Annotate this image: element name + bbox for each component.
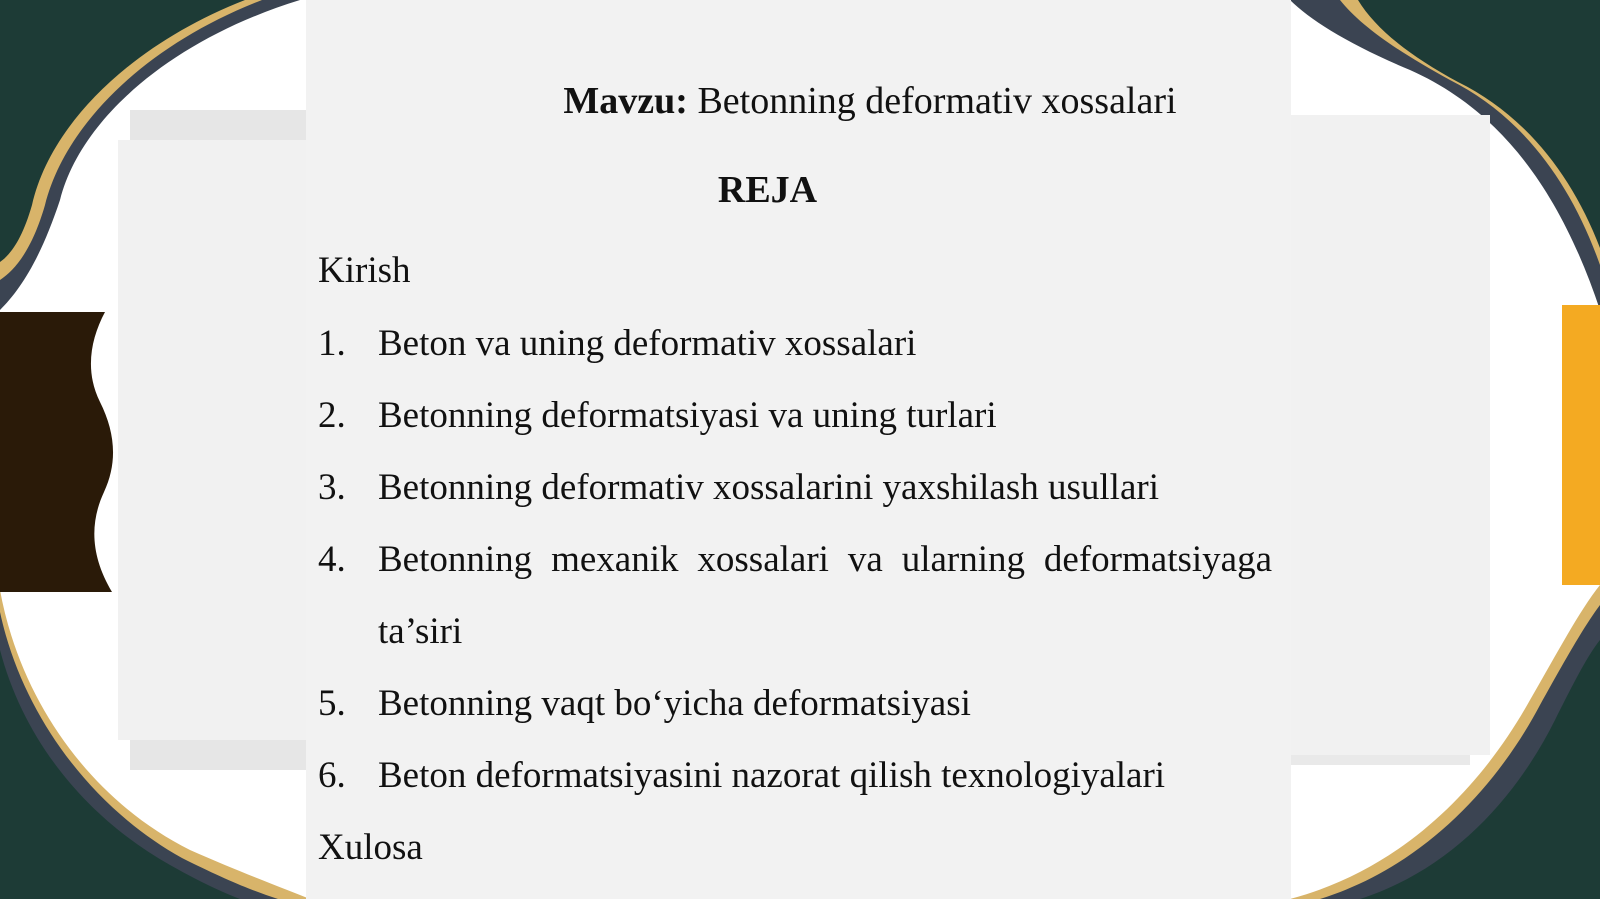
panel-main-right bbox=[1285, 115, 1490, 755]
title-label: Mavzu: bbox=[563, 80, 688, 122]
plan-heading: REJA bbox=[717, 169, 818, 211]
plan-item-text: Betonning deformativ xossalarini yaxshilash usullari bbox=[378, 467, 1159, 508]
plan-item bbox=[318, 668, 1272, 740]
plan-item bbox=[318, 452, 1272, 524]
plan-item-text: Betonning mexanik xossalari va ularning deformatsiyaga ta’siri bbox=[378, 539, 1272, 652]
plan-item-number: 1. bbox=[318, 323, 346, 364]
panel-main-left bbox=[118, 140, 308, 740]
plan-item bbox=[318, 380, 1272, 452]
left-dark-bar-decoration bbox=[0, 312, 113, 592]
plan-item-text: Beton deformatsiyasini nazorat qilish texnologiyalari bbox=[378, 755, 1166, 796]
plan-item-number: 3. bbox=[318, 467, 346, 508]
plan-item-number: 5. bbox=[318, 683, 346, 724]
plan-item-number: 2. bbox=[318, 395, 346, 436]
slide-title bbox=[300, 76, 1440, 126]
conclusion-line: Xulosa bbox=[318, 827, 423, 868]
plan-item-text: Betonning deformatsiyasi va uning turlari bbox=[378, 395, 997, 436]
plan-item bbox=[318, 524, 1272, 668]
plan-item-text: Betonning vaqt bo‘yicha deformatsiyasi bbox=[378, 683, 971, 724]
title-text: Betonning deformativ xossalari bbox=[687, 80, 1177, 122]
plan-item bbox=[318, 740, 1272, 812]
plan-item bbox=[318, 308, 1272, 380]
right-orange-bar-decoration bbox=[1562, 305, 1600, 585]
plan-item-number: 6. bbox=[318, 755, 346, 796]
intro-line: Kirish bbox=[318, 250, 411, 291]
plan-item-text: Beton va uning deformativ xossalari bbox=[378, 323, 917, 364]
plan-item-number: 4. bbox=[318, 539, 346, 580]
